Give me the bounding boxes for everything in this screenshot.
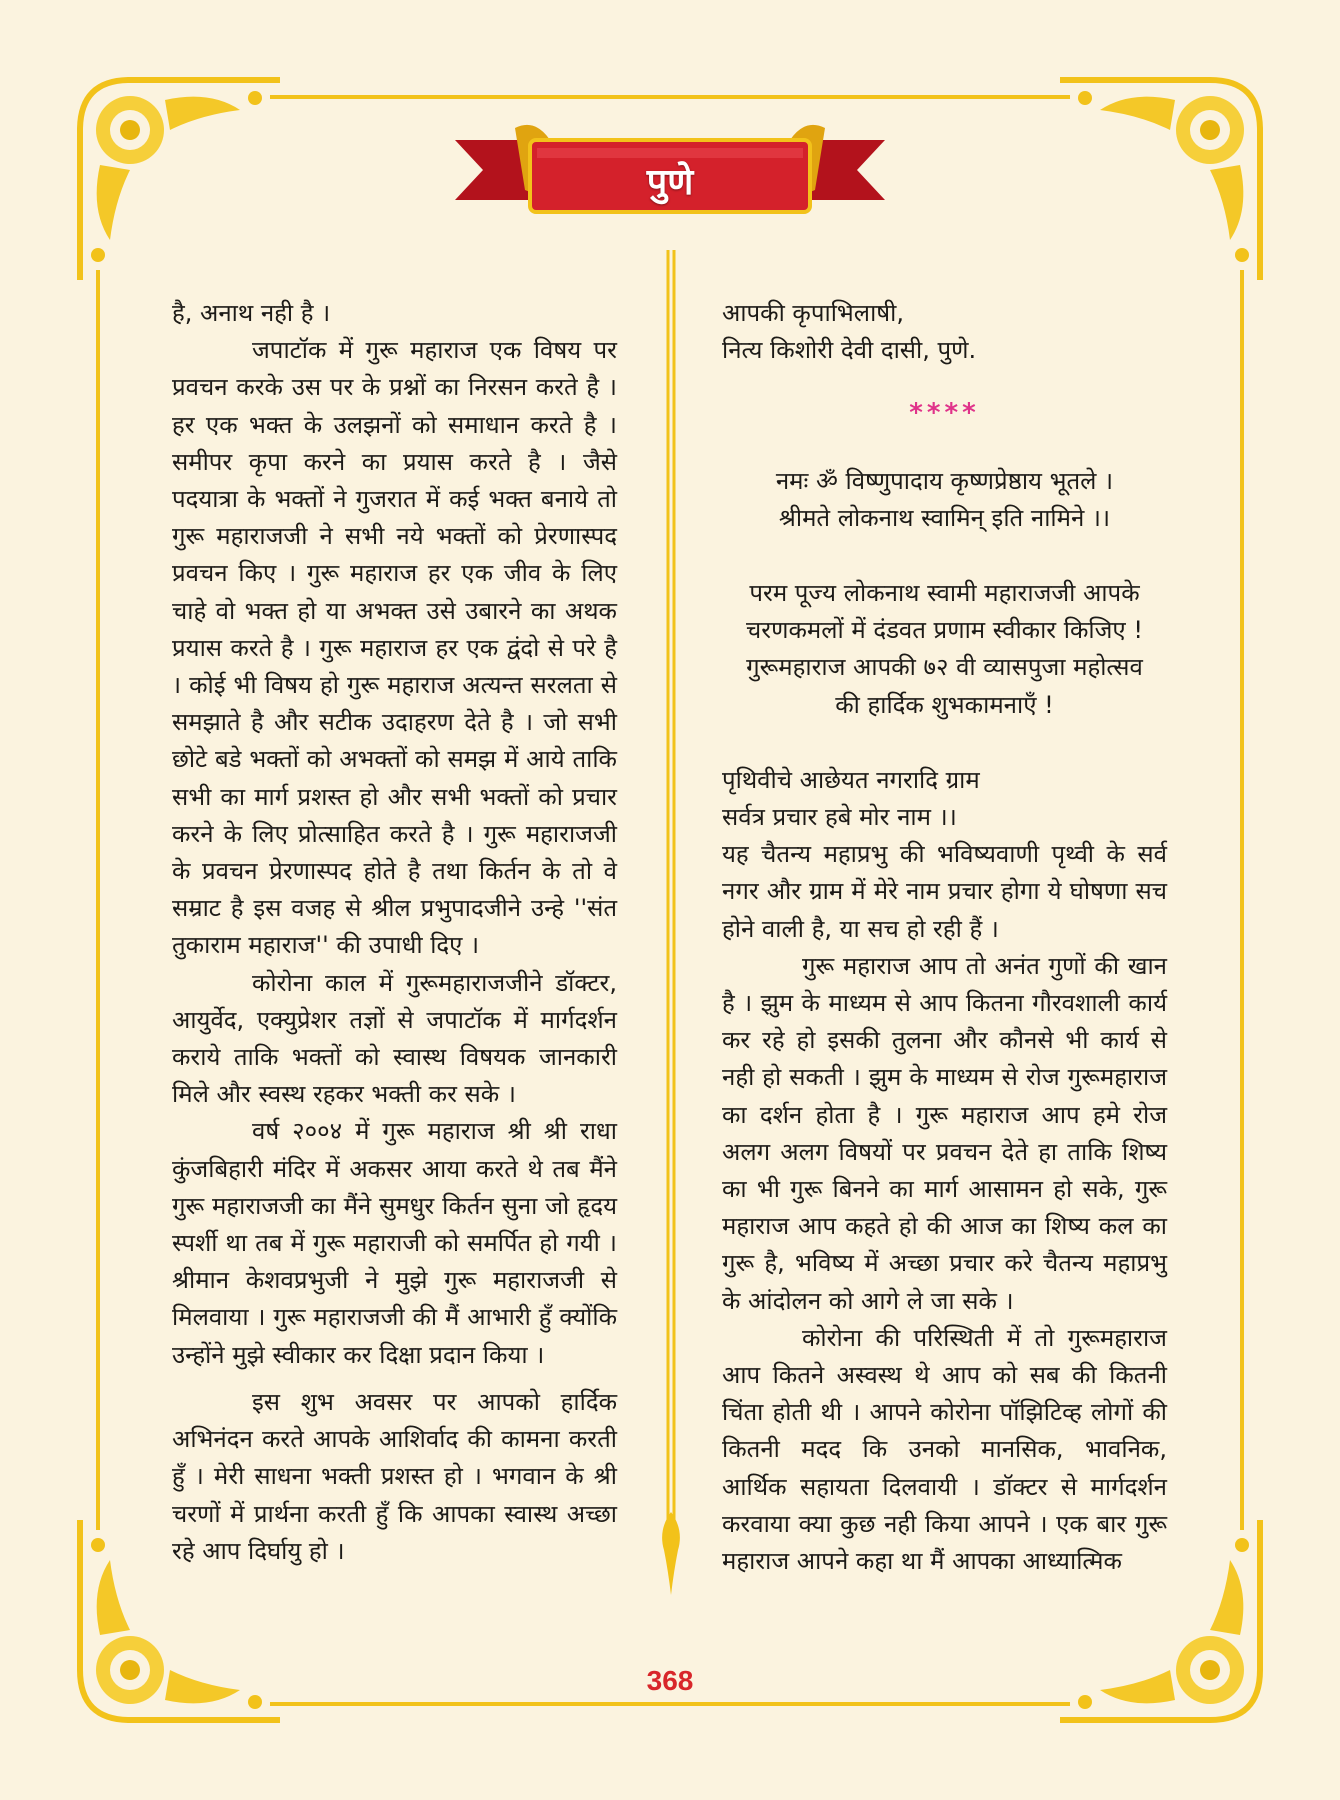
left-paragraph: है, अनाथ नही है । bbox=[172, 299, 331, 327]
greeting-line: चरणकमलों में दंडवत प्रणाम स्वीकार किजिए ! bbox=[746, 616, 1143, 645]
greeting-line: परम पूज्य लोकनाथ स्वामी महाराजजी आपके bbox=[749, 579, 1140, 608]
mantra-line: श्रीमते लोकनाथ स्वामिन् इति नामिने ।। bbox=[778, 503, 1111, 532]
right-paragraph: गुरू महाराज आप तो अनंत गुणों की खान है । झुम के माध्यम से आप कितना गौरवशाली कार्य कर रहे हो इसकी तुलना और कौनसे भी कार्य से नही हो सकती । झुम के माध्यम से रोज गुरूमहाराज का दर्शन होता है । गुरू महाराज आप हमे रोज अलग अलग विषयों पर प्रवचन देते हा ताकि शिष्य का भी गुरू बिनने का मार्ग आसामन हो सके, गुरू महाराज आप कहते हो की आज का शिष्य कल का गुरू है, भविष्य में अच्छा प्रचार करे चैतन्य महाप्रभु के आंदोलन को आगे ले जा सके । bbox=[722, 951, 1167, 1315]
left-text-column bbox=[172, 295, 617, 1570]
right-text-column bbox=[722, 295, 1167, 1580]
greeting-line: गुरूमहाराज आपकी ७२ वी व्यासपुजा महोत्सव bbox=[746, 653, 1143, 682]
bottom-border-line bbox=[270, 1702, 1070, 1706]
left-paragraph: वर्ष २००४ में गुरू महाराज श्री श्री राधा कुंजबिहारी मंदिर में अकसर आया करते थे तब मैंने गुरू महाराजजी का मैंने सुमधुर किर्तन सुना जो हृदय स्पर्शी था तब में गुरू महाराजी को समर्पित हो गयी । श्रीमान केशवप्रभुजी ने मुझे गुरू महाराजजी से मिलवाया । गुरू महाराजजी की मैं आभारी हुँ क्योंकि उन्होंने मुझे स्वीकार कर दिक्षा प्रदान किया । bbox=[172, 1117, 617, 1369]
star-separator: **** bbox=[909, 398, 980, 429]
quote-line: सर्वत्र प्रचार हबे मोर नाम ।। bbox=[722, 803, 957, 832]
left-paragraph: जपाटॉक में गुरू महाराज एक विषय पर प्रवचन करके उस पर के प्रश्नों का निरसन करते है । हर एक भक्त के उलझनों को समाधान करते है । समीपर कृपा करने का प्रयास करते है । जैसे पदयात्रा के भक्तों ने गुजरात में कई भक्त बनाये तो गुरू महाराजजी ने सभी नये भक्तों को प्रेरणास्पद प्रवचन किए । गुरू महाराज हर एक जीव के लिए चाहे वो भक्त हो या अभक्त उसे उबारने का अथक प्रयास करते है । गुरू महाराज हर एक द्वंदो से परे है । कोई भी विषय हो गुरू महाराज अत्यन्त सरलता से समझाते है और सटीक उदाहरण देते है । जो सभी छोटे बडे भक्तों को अभक्तों को समझ में आये ताकि सभी का मार्ग प्रशस्त हो और सभी भक्तों को प्रचार करने के लिए प्रोत्साहित करते है । गुरू महाराजजी के प्रवचन प्रेरणास्पद होते है तथा किर्तन के तो वे सम्राट है इस वजह से श्रील प्रभुपादजीने उन्हे ''संत तुकाराम महाराज'' की उपाधी दिए । bbox=[172, 336, 617, 960]
left-paragraph: कोरोना काल में गुरूमहाराजजीने डॉक्टर, आयुर्वेद, एक्युप्रेशर तज्ञों से जपाटॉक में मार्गदर्शन कराये ताकि भक्तों को स्वास्थ विषयक जानकारी मिले और स्वस्थ रहकर भक्ती कर सके । bbox=[172, 968, 617, 1109]
corner-ornament-top-left bbox=[70, 70, 290, 290]
page-title: पुणे bbox=[646, 161, 694, 203]
left-border-line bbox=[96, 270, 100, 1530]
mantra-line: नमः ॐ विष्णुपादाय कृष्णप्रेष्ठाय भूतले । bbox=[775, 466, 1114, 495]
greeting-line: की हार्दिक शुभकामनाएँ ! bbox=[835, 690, 1054, 719]
page-number: 368 bbox=[646, 1665, 694, 1696]
column-divider bbox=[660, 250, 682, 1600]
right-border-line bbox=[1240, 270, 1244, 1530]
corner-ornament-top-right bbox=[1050, 70, 1270, 290]
quote-block bbox=[722, 762, 1167, 836]
pranam-mantra bbox=[722, 463, 1167, 537]
right-paragraph: यह चैतन्य महाप्रभु की भविष्यवाणी पृथ्वी के सर्व नगर और ग्राम में मेरे नाम प्रचार होगा ये घोषणा सच होने वाली है, या सच हो रही हैं । bbox=[722, 840, 1167, 943]
quote-line: पृथिवीचे आछेयत नगरादि ग्राम bbox=[722, 765, 980, 794]
signature-line: नित्य किशोरी देवी दासी, पुणे. bbox=[722, 336, 977, 365]
left-paragraph: इस शुभ अवसर पर आपको हार्दिक अभिनंदन करते आपके आशिर्वाद की कामना करती हुँ । मेरी साधना भक्ती प्रशस्त हो । भगवान के श्री चरणों में प्रार्थना करती हुँ कि आपका स्वास्थ अच्छा रहे आप दिर्घायु हो । bbox=[172, 1387, 617, 1565]
signature-line: आपकी कृपाभिलाषी, bbox=[722, 299, 905, 327]
right-paragraph: कोरोना की परिस्थिती में तो गुरूमहाराज आप कितने अस्वस्थ थे आप को सब की कितनी चिंता होती थी । आपने कोरोना पॉझिटिव्ह लोगों की कितनी मदद कि उनको मानसिक, भावनिक, आर्थिक सहायता दिलवायी । डॉक्टर से मार्गदर्शन करवाया क्या कुछ नही किया आपने । एक बार गुरू महाराज आपने कहा था मैं आपका आध्यात्मिक bbox=[722, 1323, 1167, 1576]
top-border-line bbox=[270, 95, 1070, 99]
greeting-block bbox=[722, 575, 1167, 724]
signature-block bbox=[722, 295, 1167, 369]
